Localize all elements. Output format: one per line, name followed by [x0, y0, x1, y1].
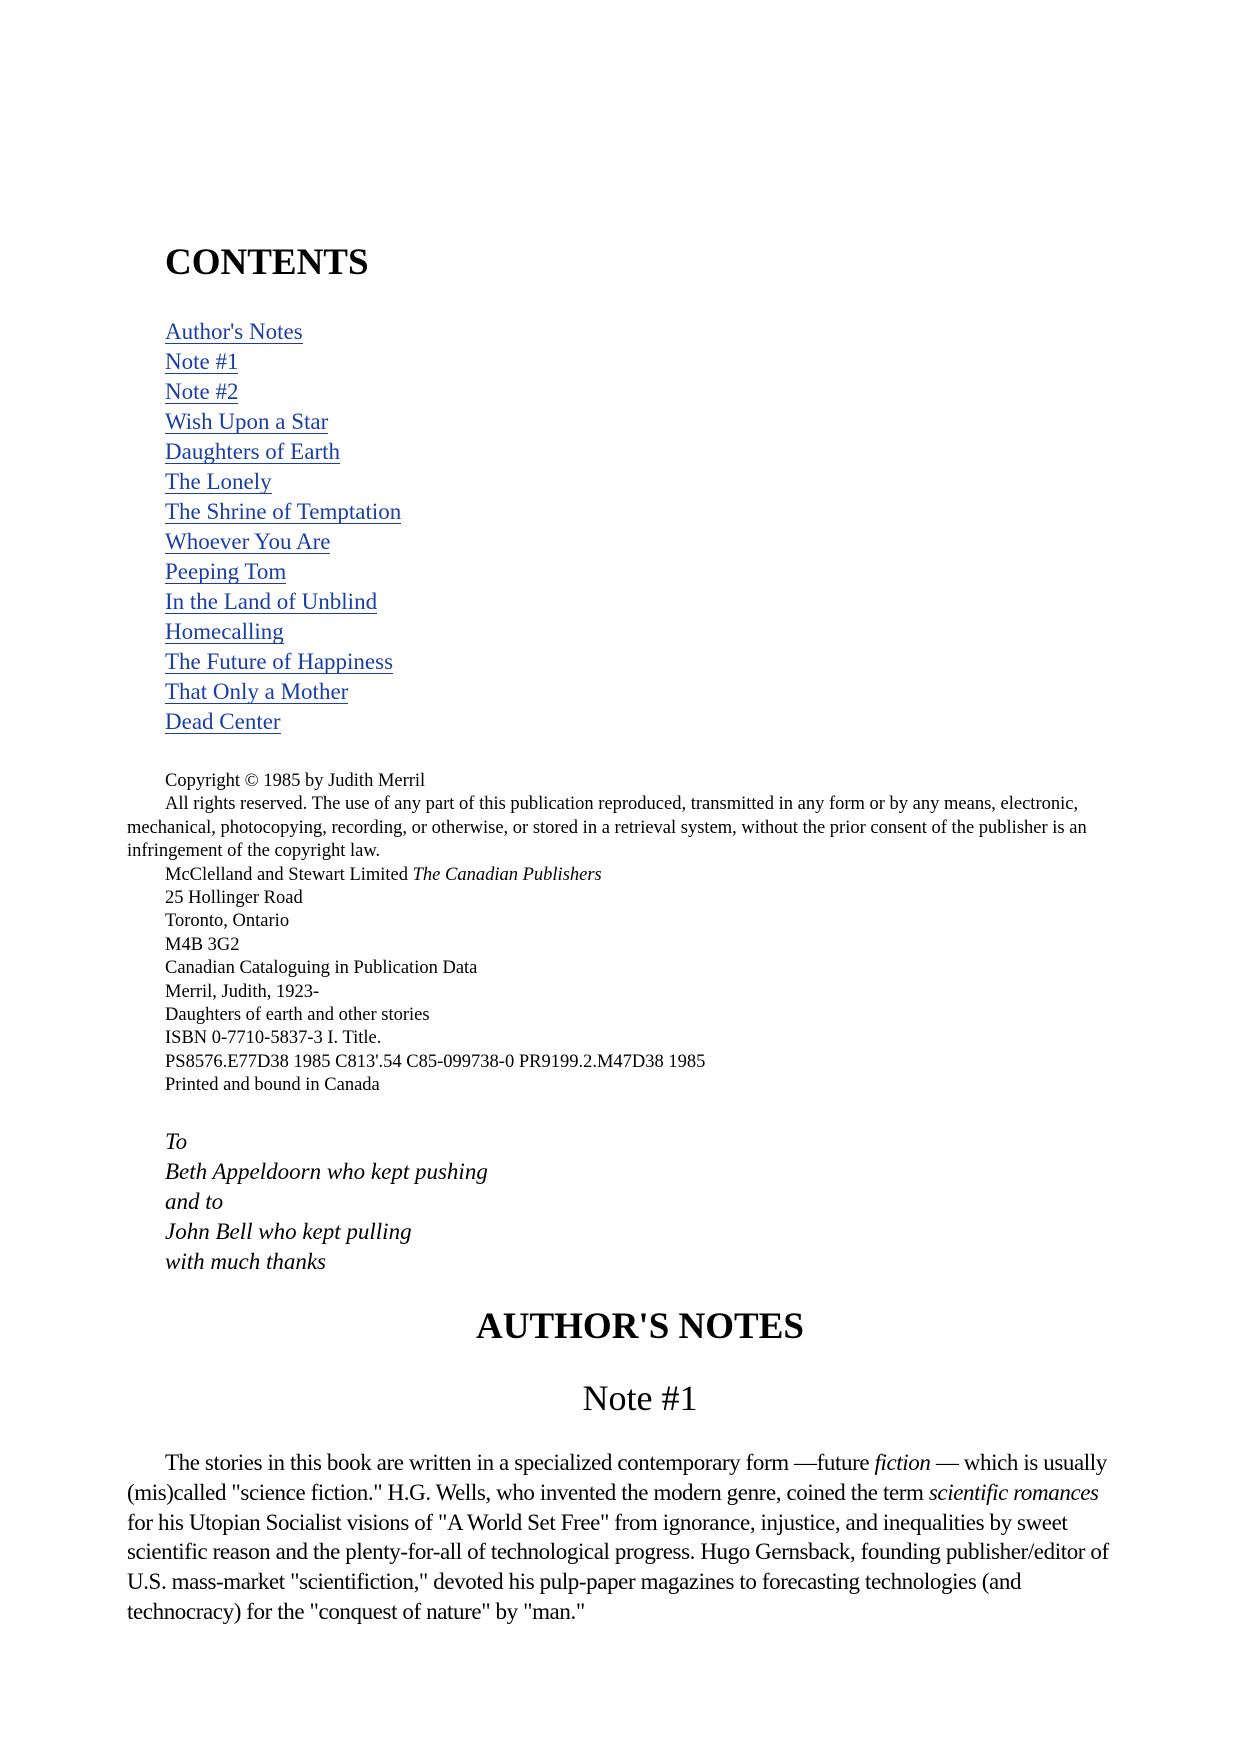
- note-1-heading: Note #1: [582, 1378, 698, 1418]
- rights-notice: All rights reserved. The use of any part of this publication reproduced, transmitted in any form or by any means, electronic, mechanical, photocopying, recording, or otherwise, or stored in a retrieval system, without the prior consent of the publisher is an infringement of the copyright law.: [127, 794, 1087, 862]
- copyright-block: [127, 770, 1117, 1098]
- publisher-tagline: The Canadian Publishers: [412, 864, 602, 885]
- toc-link-land-of-unblind[interactable]: In the Land of Unblind: [165, 589, 378, 614]
- para-italic-scientific-romances: scientific romances: [928, 1479, 1099, 1505]
- toc-item: [165, 650, 401, 680]
- toc-item: [165, 440, 401, 470]
- note-1-paragraph: [127, 1448, 1117, 1627]
- toc-link-authors-notes[interactable]: Author's Notes: [165, 319, 303, 344]
- toc-item: [165, 590, 401, 620]
- cip-title: Daughters of earth and other stories: [165, 1005, 430, 1026]
- cip-isbn: ISBN 0-7710-5837-3 I. Title.: [165, 1028, 382, 1049]
- toc-link-note-2[interactable]: Note #2: [165, 379, 239, 404]
- toc-link-homecalling[interactable]: Homecalling: [165, 619, 284, 644]
- toc-link-note-1[interactable]: Note #1: [165, 349, 239, 374]
- address-city: Toronto, Ontario: [165, 911, 290, 932]
- toc-link-whoever-you-are[interactable]: Whoever You Are: [165, 529, 331, 554]
- toc-item: [165, 680, 401, 710]
- toc-link-shrine-of-temptation[interactable]: The Shrine of Temptation: [165, 499, 402, 524]
- cip-classification: PS8576.E77D38 1985 C813'.54 C85-099738-0 PR9199.2.M47D38 1985: [165, 1051, 706, 1072]
- toc-item: [165, 560, 401, 590]
- dedication-line: Beth Appeldoorn who kept pushing: [165, 1159, 488, 1184]
- toc-item: [165, 320, 401, 350]
- toc-item: [165, 410, 401, 440]
- table-of-contents: [165, 320, 401, 740]
- toc-item: [165, 710, 401, 740]
- para-italic-fiction: fiction: [874, 1450, 931, 1475]
- toc-item: [165, 530, 401, 560]
- contents-heading: CONTENTS: [165, 242, 369, 283]
- toc-link-dead-center[interactable]: Dead Center: [165, 709, 281, 734]
- toc-link-future-of-happiness[interactable]: The Future of Happiness: [165, 649, 394, 674]
- dedication-line: with much thanks: [165, 1249, 326, 1274]
- toc-link-wish-upon-a-star[interactable]: Wish Upon a Star: [165, 409, 329, 434]
- toc-item: [165, 350, 401, 380]
- dedication-line: and to: [165, 1189, 224, 1214]
- toc-item: [165, 380, 401, 410]
- para-text: The stories in this book are written in a specialized contemporary form —future: [165, 1450, 875, 1475]
- address-postal: M4B 3G2: [165, 934, 240, 955]
- dedication-line: John Bell who kept pulling: [165, 1219, 412, 1244]
- authors-notes-heading: AUTHOR'S NOTES: [476, 1306, 804, 1347]
- dedication: [165, 1127, 488, 1277]
- toc-link-that-only-a-mother[interactable]: That Only a Mother: [165, 679, 349, 704]
- publisher-line: [127, 864, 1117, 887]
- copyright-line: Copyright © 1985 by Judith Merril: [165, 771, 426, 791]
- para-text: for his Utopian Socialist visions of "A World Set Free" from ignorance, injustice, and inequalities by sweet scientific reason and the plenty-for-all of technological progress. Hugo Gernsback, founding publisher/editor of U.S. mass-market "scientifiction," devoted his pulp-paper magazines to forecasting technologies (and technocracy) for the "conquest of nature" by "man.": [127, 1509, 1109, 1624]
- dedication-line: To: [165, 1129, 188, 1154]
- para-text: — which is usually (mis)called "science fiction." H.G. Wells, who invented the modern genre, coined the term: [127, 1450, 1107, 1505]
- cip-author: Merril, Judith, 1923-: [165, 981, 320, 1002]
- toc-link-peeping-tom[interactable]: Peeping Tom: [165, 559, 287, 584]
- cip-heading: Canadian Cataloguing in Publication Data: [165, 958, 478, 979]
- toc-item: [165, 470, 401, 500]
- toc-link-the-lonely[interactable]: The Lonely: [165, 469, 272, 494]
- address-street: 25 Hollinger Road: [165, 888, 303, 909]
- publisher-name: McClelland and Stewart Limited: [165, 864, 409, 885]
- toc-link-daughters-of-earth[interactable]: Daughters of Earth: [165, 439, 340, 464]
- toc-item: [165, 500, 401, 530]
- printed-in: Printed and bound in Canada: [165, 1075, 380, 1096]
- toc-item: [165, 620, 401, 650]
